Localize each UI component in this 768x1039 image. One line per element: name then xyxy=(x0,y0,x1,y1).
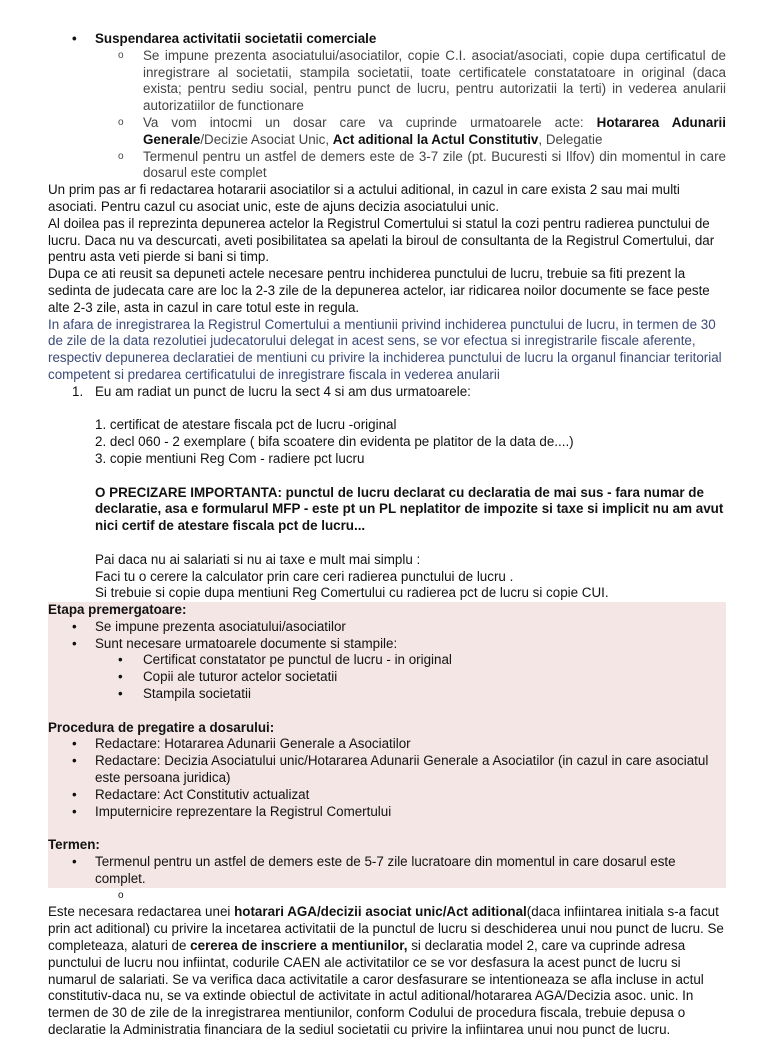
empty-sub-bullet xyxy=(48,888,726,905)
section-suspendare xyxy=(48,31,726,48)
sublist-suspendare xyxy=(48,48,726,182)
doc-list-item-3: 3. copie mentiuni Reg Com - radiere pct lucru xyxy=(95,450,365,466)
numbered-item-1 xyxy=(48,384,726,401)
important-note: O PRECIZARE IMPORTANTA: punctul de lucru declarat cu declaratia de mai sus - fara numar de declaratie, asa e formularul MFP - este pt un PL neplatitor de impozite si taxe si implicit nu am avut nici certif de atestare fiscala pct de lucru... xyxy=(95,484,724,534)
list-number: 1. xyxy=(72,383,84,399)
paragraph-final: Este necesara redactarea unei hotarari AGA/decizii asociat unic/Act aditional(daca infiintarea initiala s-a facut prin act aditional) cu privire la incetarea activitatii de la punctul de lucru si deschiderea unui nou punct de lucru. Se completeaza, alaturi de cererea de inscriere a mentiunilor, si declaratia model 2, care va cuprinde adresa punctului de lucru nou infiintat, codurile CAEN ale activitatilor ce se vor desfasura la acest punct de lucru si numarul de salariati. Se va verifica daca activitatile a caror desfasurare se intentioneaza se afla incluse in actul constitutiv-daca nu, se va extinde obiectul de activitate in actul aditional/hotararea AGA/Decizia asoc. unic. In termen de 30 de zile de la inregistrarea mentiunilor, conform Codului de procedura fiscala, trebuie depusa o declaratie la Administratia financiara de la sediul societatii cu privire la infiintarea unui nou punct de lucru. xyxy=(48,904,724,1038)
heading-termen: Termen: xyxy=(48,837,100,853)
sub-item-termen: o Termenul pentru un astfel de demers este de 3-7 zile (pt. Bucuresti si Ilfov) din momentul in care dosarul este complet xyxy=(48,149,726,183)
paragraph-prim-pas: Un prim pas ar fi redactarea hotararii asociatilor si a actului aditional, in cazul in care exista 2 sau mai multi asociati. Pentru cazul cu asociat unic, este de ajuns decizia asociatului unic. xyxy=(48,182,680,214)
procedura-item-2: • Redactare: Decizia Asociatului unic/Hotararea Adunarii Generale a Asociatilor (in cazul in care asociatul este persoana juridica) xyxy=(48,753,726,787)
termen-item-1: • Termenul pentru un astfel de demers este de 5-7 zile lucratoare din momentul in care dosarul este complet. xyxy=(48,854,726,888)
procedura-item-1: • Redactare: Hotararea Adunarii Generale a Asociatilor xyxy=(48,736,726,753)
etapa-subitem-stampila: • Stampila societatii xyxy=(48,686,726,703)
procedura-item-3: • Redactare: Act Constitutiv actualizat xyxy=(48,787,726,804)
sub-item-dosar: o Va vom intocmi un dosar care va cuprinde urmatoarele acte: Hotararea Adunarii Generale/Decizie Asociat Unic, Act aditional la Actul Constitutiv, Delegatie xyxy=(48,115,726,149)
simple-case-line-1: Pai daca nu ai salariati si nu ai taxe e mult mai simplu : xyxy=(95,551,421,567)
procedura-item-4: • Imputernicire reprezentare la Registrul Comertului xyxy=(48,804,726,821)
etapa-item-documente: • Sunt necesare urmatoarele documente si stampile: xyxy=(48,636,726,653)
heading-etapa: Etapa premergatoare: xyxy=(48,602,187,618)
paragraph-al-doilea-pas: Al doilea pas il reprezinta depunerea actelor la Registrul Comertului si statul la cozi pentru radierea punctului de lucru. Daca nu va descurcati, aveti posibilitatea sa apelati la biroul de consultanta de la Registrul Comertului, dar pentru asta veti pierde si bani si timp. xyxy=(48,215,715,265)
etapa-subitem-copii: • Copii ale tuturor actelor societatii xyxy=(48,669,726,686)
heading-suspendare: • Suspendarea activitatii societatii comerciale xyxy=(48,31,726,48)
etapa-item-prezenta: • Se impune prezenta asociatului/asociatilor xyxy=(48,619,726,636)
section-etapa xyxy=(48,602,726,888)
sub-item-prezenta: o Se impune prezenta asociatului/asociatilor, copie C.I. asociat/asociati, copie dupa certificatul de inregistrare al societatii, stampila societatii, toate certificatele constatatoare in original (daca exista; pentru sediu social, pentru punct de lucru, pentru autorizatii la terti) in vederea anularii autorizatiilor de functionare xyxy=(48,48,726,115)
paragraph-sedinta: Dupa ce ati reusit sa depuneti actele necesare pentru inchiderea punctului de lucru, trebuie sa fiti prezent la sedinta de judecata care are loc la 2-3 zile de la depunerea actelor, iar ridicarea noilor documente se face peste alte 2-3 zile, asta in cazul in care totul este in regula. xyxy=(48,266,710,315)
etapa-subitem-certificat: • Certificat constatator pe punctul de lucru - in original xyxy=(48,652,726,669)
numbered-item-text: Eu am radiat un punct de lucru la sect 4 si am dus urmatoarele: xyxy=(95,383,471,399)
paragraph-inregistrari-fiscale: In afara de inregistrarea la Registrul Comertului a mentiunii privind inchiderea punctului de lucru, in termen de 30 de zile de la data rezolutiei judecatorului delegat in acest sens, se vor efectua si inregistrarile fiscale aferente, respectiv depunerea declaratiei de mentiuni cu privire la inchiderea punctului de lucru la organul financiar teritorial competent si predarea certificatului de inregistrare fiscala in vederea anularii xyxy=(48,316,722,382)
document-page xyxy=(48,31,726,1039)
doc-list-item-1: 1. certificat de atestare fiscala pct de lucru -original xyxy=(95,417,397,433)
heading-procedura: Procedura de pregatire a dosarului: xyxy=(48,719,275,735)
doc-list-item-2: 2. decl 060 - 2 exemplare ( bifa scoatere din evidenta pe platitor de la data de....) xyxy=(95,434,574,450)
simple-case-line-3: Si trebuie si copie dupa mentiuni Reg Comertului cu radierea pct de lucru si copie CUI. xyxy=(95,585,609,601)
simple-case-line-2: Faci tu o cerere la calculator prin care ceri radierea punctului de lucru . xyxy=(95,568,514,584)
